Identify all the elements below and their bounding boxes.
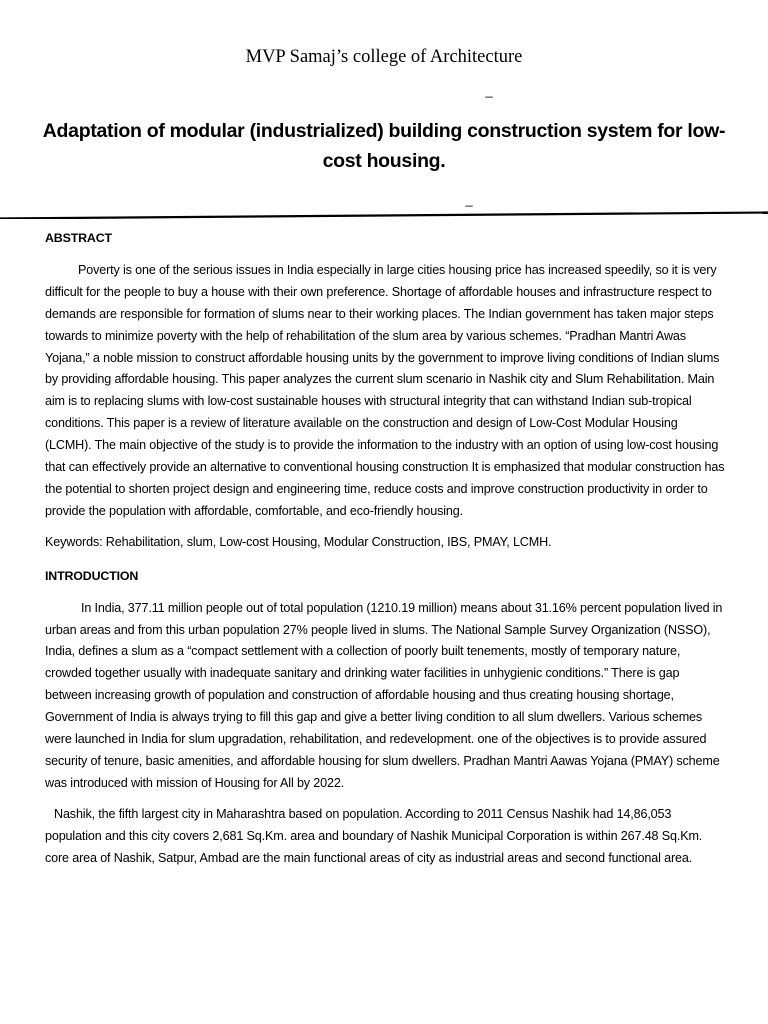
introduction-paragraph-2: Nashik, the fifth largest city in Maharashtra based on population. According to 2011 Census Nashik had 14,86,053 population and this city covers 2,681 Sq.Km. area and boundary of Nashik Municipal Corporation is within 267.48 Sq.Km. core area of Nashik, Satpur, Ambad are the main functional areas of city as industrial areas and second functional area. <box>45 806 703 865</box>
introduction-heading: INTRODUCTION <box>45 568 139 583</box>
header-divider-line <box>0 203 768 219</box>
abstract-paragraph: Poverty is one of the serious issues in India especially in large cities housing price has increased speedily, so it is very difficult for the people to buy a house with their own preference. Shortage of affordable houses and infrastructure respect to demands are responsible for formation of slums near to their working places. The Indian government has taken major steps towards to minimize poverty with the help of rehabilitation of the slum area by various schemes. “Pradhan Mantri Awas Yojana,” a noble mission to construct affordable housing units by the government to improve living conditions of Indian slums by providing affordable housing. This paper analyzes the current slum scenario in Nashik city and Slum Rehabilitation. Main aim is to replacing slums with low-cost sustainable houses with structural integrity that can withstand Indian sub-tropical conditions. This paper is a review of literature available on the construction and design of Low-Cost Modular Housing (LCMH). The main objective of the study is to provide the information to the industry with an option of using low-cost housing that can effectively provide an alternative to conventional housing construction It is emphasized that modular construction has the potential to shorten project design and engineering time, reduce costs and improve construction productivity in order to provide the population with affordable, comfortable, and eco-friendly housing. <box>45 262 725 518</box>
paper-title: Adaptation of modular (industrialized) building construction system for low-cost housing. <box>42 120 726 172</box>
separator-mark-top: _ <box>485 83 493 98</box>
keywords-line: Keywords: Rehabilitation, slum, Low-cost Housing, Modular Construction, IBS, PMAY, LCMH. <box>45 534 552 549</box>
introduction-paragraph-1: In India, 377.11 million people out of total population (1210.19 million) means about 31.16% percent population lived in urban areas and from this urban population 27% people lived in slums. The National Sample Survey Organization (NSSO), India, defines a slum as a “compact settlement with a collection of poorly built tenements, mostly of temporary nature, crowded together usually with inadequate sanitary and drinking water facilities in unhygienic conditions.” There is gap between increasing growth of population and construction of affordable housing and thus creating housing shortage, Government of India is always trying to fill this gap and give a better living condition to all slum dwellers. Various schemes were launched in India for slum upgradation, rehabilitation, and redevelopment. one of the objectives is to provide assured security of tenure, basic amenities, and affordable housing for slum dwellers. Pradhan Mantri Aawas Yojana (PMAY) scheme was introduced with mission of Housing for All by 2022. <box>45 600 723 790</box>
abstract-heading: ABSTRACT <box>45 231 112 245</box>
separator-mark-bottom: _ <box>465 192 473 207</box>
document-body <box>45 228 727 869</box>
institution-name: MVP Samaj’s college of Architecture <box>245 47 523 67</box>
